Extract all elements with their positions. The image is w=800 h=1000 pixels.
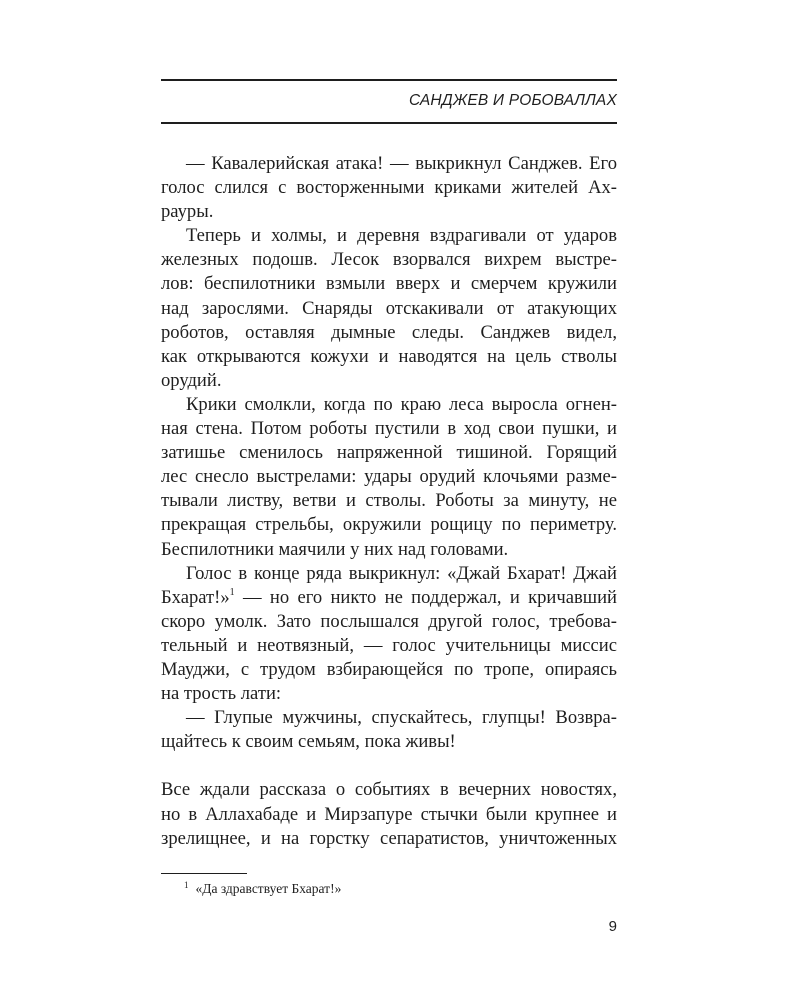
text-line: затишье сменилось напряженной тишиной. Горящий [161,442,617,464]
text-line: тельный и неотвязный, — голос учительницы миссис [161,634,617,656]
footnote-text: «Да здравствует Бхарат!» [195,881,342,896]
text-line: тывали листву, ветви и стволы. Роботы за минуту, не [161,490,617,512]
text-line: рауры. [161,201,214,223]
text-line: — Глупые мужчины, спускайтесь, глупцы! Возвра- [186,707,617,729]
text-line: — Кавалерийская атака! — выкрикнул Санджев. Его [186,153,617,174]
footnote-reference[interactable]: 1 [229,586,235,598]
footnote [184,880,341,897]
header-bottom-rule [161,122,617,124]
section-break [161,754,617,778]
footnote-rule [161,873,247,874]
text-line: Все ждали рассказа о событиях в вечерних новостях, [161,779,617,801]
header-top-rule [161,79,617,81]
text-line: роботов, оставляя дымные следы. Санджев видел, [161,321,617,343]
footnote-marker: 1 [184,880,189,890]
text-line: Беспилотники маячили у них над головами. [161,538,509,560]
text-line: прекращая стрельбы, окружили рощицу по периметру. [161,514,617,536]
text-line: лес снесло выстрелами: удары орудий клочьями разме- [161,466,617,488]
text-line [161,586,617,610]
text-line: лов: беспилотники взмыли вверх и смерчем кружили [161,273,617,295]
text-line: зрелищнее, и на горстку сепаратистов, уничтоженных [161,827,617,849]
text-line: Мауджи, с трудом взбирающейся по тропе, опираясь [161,658,617,680]
text-line: железных подошв. Лесок взорвался вихрем выстре- [161,249,617,271]
text-line-start: Бхарат!» [161,586,230,608]
text-line: Голос в конце ряда выкрикнул: «Джай Бхарат! Джай [186,562,617,584]
text-line: голос слился с восторженными криками жителей Ах- [161,177,617,199]
text-line: орудий. [161,369,222,391]
running-header: САНДЖЕВ И РОБОВАЛЛАХ [408,92,617,109]
text-line: как открываются кожухи и наводятся на цель стволы [161,345,617,367]
text-line: щайтесь к своим семьям, пока живы! [161,731,456,753]
text-line: скоро умолк. Зато послышался другой голос, требова- [161,610,617,632]
text-line: Теперь и холмы, и деревня вздрагивали от ударов [186,225,617,247]
page-number: 9 [608,918,617,935]
text-line: над зарослями. Снаряды отскакивали от атакующих [161,297,617,319]
text-line-end: — но его никто не поддержал, и кричавший [242,586,617,608]
text-line: на трость лати: [161,683,282,705]
text-line: но в Аллахабаде и Мирзапуре стычки были крупнее и [161,803,617,825]
text-line: Крики смолкли, когда по краю леса выросла огнен- [186,393,617,415]
text-line: ная стена. Потом роботы пустили в ход свои пушки, и [161,418,617,440]
body-text [161,152,617,851]
